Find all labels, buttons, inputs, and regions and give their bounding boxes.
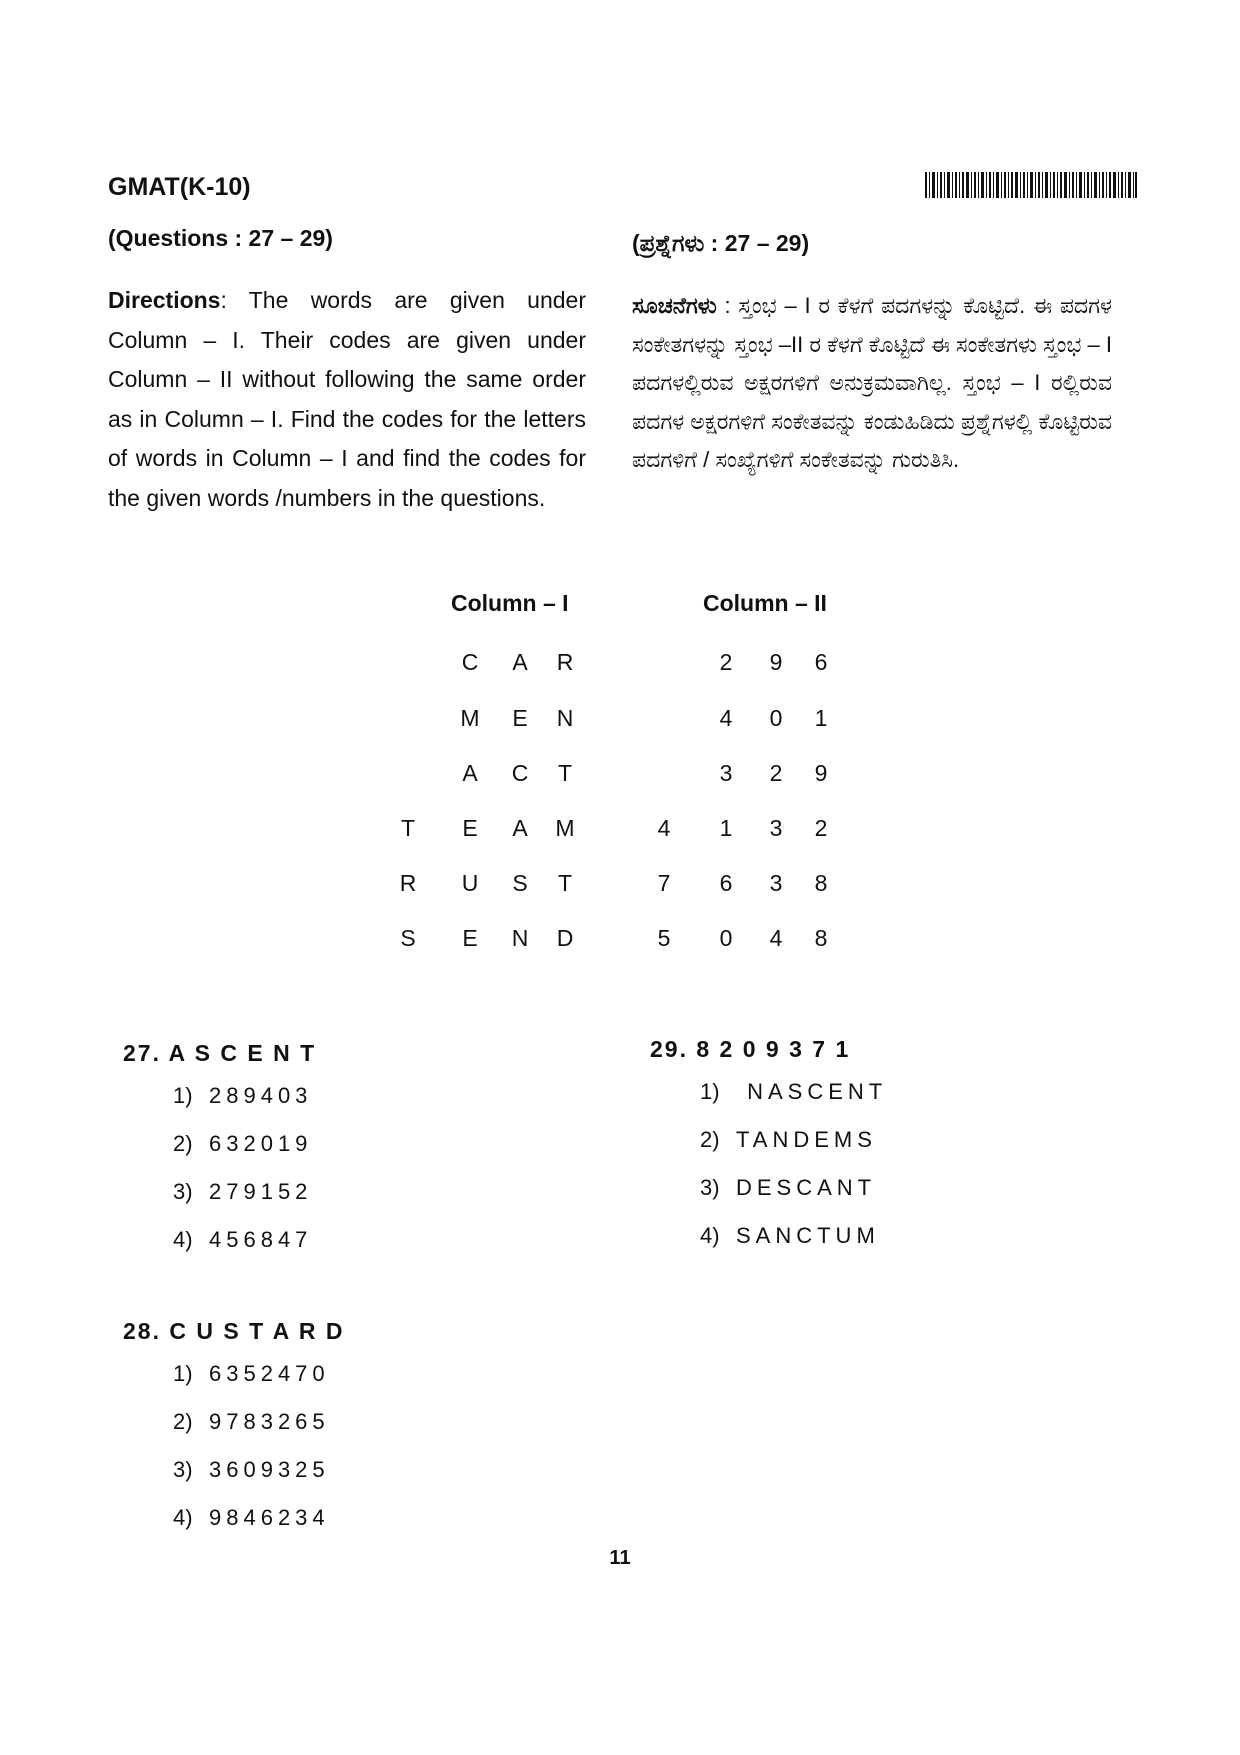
code-digit: 4 xyxy=(657,815,671,841)
word-letter: T xyxy=(400,815,416,841)
code-digit: 0 xyxy=(719,925,733,951)
directions-label-english: Directions xyxy=(108,287,221,313)
code-digit: 4 xyxy=(769,925,783,951)
code-digit: 8 xyxy=(814,925,828,951)
word-letter: N xyxy=(511,925,529,951)
option-item[interactable] xyxy=(173,1409,330,1457)
option-number: 1) xyxy=(173,1083,193,1108)
option-item[interactable] xyxy=(173,1227,312,1275)
word-letter: R xyxy=(556,649,574,675)
directions-english xyxy=(108,281,586,518)
option-value: 289403 xyxy=(209,1083,313,1108)
option-value: 3609325 xyxy=(209,1457,330,1482)
code-digit: 3 xyxy=(769,870,783,896)
code-digit: 5 xyxy=(657,925,671,951)
option-item[interactable] xyxy=(173,1457,330,1505)
option-number: 4) xyxy=(173,1505,193,1530)
word-letter: R xyxy=(399,870,417,896)
option-item[interactable] xyxy=(173,1179,312,1227)
code-digit: 4 xyxy=(719,705,733,731)
option-number: 4) xyxy=(173,1227,193,1252)
page-number: 11 xyxy=(609,1547,631,1569)
option-item[interactable] xyxy=(700,1079,887,1127)
questions-range-kannada: (ಪ್ರಶ್ನೆಗಳು : 27 – 29) xyxy=(632,230,810,256)
question-27-options xyxy=(173,1083,312,1275)
directions-text-english: : The words are given under Column – I. Their codes are given under Column – II without following the same order as in Column – I. Find the codes for the letters of words in Column – I and find the codes for the given words /numbers in the questions. xyxy=(108,287,586,511)
option-value: DESCANT xyxy=(736,1175,877,1200)
code-digit: 6 xyxy=(814,649,828,675)
option-value: 9783265 xyxy=(209,1409,330,1434)
option-value: 279152 xyxy=(209,1179,313,1204)
option-item[interactable] xyxy=(173,1361,330,1409)
word-letter: T xyxy=(557,870,573,896)
option-number: 2) xyxy=(173,1131,193,1156)
word-letter: D xyxy=(556,925,574,951)
code-digit: 6 xyxy=(719,870,733,896)
word-letter: C xyxy=(511,760,529,786)
code-digit: 2 xyxy=(814,815,828,841)
option-value: 6352470 xyxy=(209,1361,330,1386)
code-digit: 2 xyxy=(719,649,733,675)
question-28-title: 28. C U S T A R D xyxy=(123,1318,345,1344)
barcode-icon xyxy=(925,172,1137,198)
exam-code: GMAT(K-10) xyxy=(108,173,251,201)
option-value: TANDEMS xyxy=(736,1127,877,1152)
option-number: 2) xyxy=(700,1127,720,1152)
column-1-header: Column – I xyxy=(451,590,569,616)
option-value: 456847 xyxy=(209,1227,313,1252)
word-letter: E xyxy=(462,815,478,841)
word-letter: E xyxy=(462,925,478,951)
question-27-title: 27. A S C E N T xyxy=(123,1040,317,1066)
option-item[interactable] xyxy=(700,1223,887,1271)
option-value: NASCENT xyxy=(736,1079,888,1104)
option-number: 4) xyxy=(700,1223,720,1248)
word-letter: U xyxy=(461,870,479,896)
word-letter: C xyxy=(461,649,479,675)
word-letter: T xyxy=(557,760,573,786)
code-digit: 7 xyxy=(657,870,671,896)
directions-text-kannada: : ಸ್ತಂಭ – I ರ ಕೆಳಗೆ ಪದಗಳನ್ನು ಕೊಟ್ಟಿದೆ. ಈ ಪದಗಳ ಸಂಕೇತಗಳನ್ನು ಸ್ತಂಭ –II ರ ಕೆಳಗೆ ಕೊಟ್ಟಿದೆ ಈ ಸಂಕೇತಗಳು ಸ್ತಂಭ – I ಪದಗಳಲ್ಲಿರುವ ಅಕ್ಷರಗಳಿಗೆ ಅನುಕ್ರಮವಾಗಿಲ್ಲ. ಸ್ತಂಭ – I ರಲ್ಲಿರುವ ಪದಗಳ ಅಕ್ಷರಗಳಿಗೆ ಸಂಕೇತವನ್ನು ಕಂಡುಹಿಡಿದು ಪ್ರಶ್ನೆಗಳಲ್ಲಿ ಕೊಟ್ಟಿರುವ ಪದಗಳಿಗೆ / ಸಂಖ್ಯೆಗಳಿಗೆ ಸಂಕೇತವನ್ನು ಗುರುತಿಸಿ. xyxy=(632,293,1112,472)
question-29-title: 29. 8 2 0 9 3 7 1 xyxy=(650,1036,851,1062)
option-item[interactable] xyxy=(700,1127,887,1175)
questions-range-english: (Questions : 27 – 29) xyxy=(108,225,333,251)
option-item[interactable] xyxy=(173,1083,312,1131)
option-number: 2) xyxy=(173,1409,193,1434)
word-letter: E xyxy=(512,705,528,731)
option-item[interactable] xyxy=(173,1131,312,1179)
word-letter: S xyxy=(512,870,528,896)
option-item[interactable] xyxy=(173,1505,330,1553)
code-digit: 8 xyxy=(814,870,828,896)
option-item[interactable] xyxy=(700,1175,887,1223)
question-29-options xyxy=(700,1079,887,1271)
option-value: 9846234 xyxy=(209,1505,330,1530)
code-digit: 9 xyxy=(814,760,828,786)
word-letter: M xyxy=(555,815,575,841)
option-value: SANCTUM xyxy=(736,1223,880,1248)
code-digit: 2 xyxy=(769,760,783,786)
question-28-options xyxy=(173,1361,330,1553)
option-number: 3) xyxy=(173,1179,193,1204)
code-digit: 1 xyxy=(719,815,733,841)
word-letter: S xyxy=(400,925,416,951)
option-number: 1) xyxy=(173,1361,193,1386)
word-letter: M xyxy=(460,705,480,731)
option-number: 1) xyxy=(700,1079,720,1104)
code-digit: 9 xyxy=(769,649,783,675)
word-letter: A xyxy=(462,760,478,786)
code-digit: 1 xyxy=(814,705,828,731)
column-2-header: Column – II xyxy=(703,590,827,616)
option-number: 3) xyxy=(173,1457,193,1482)
option-value: 632019 xyxy=(209,1131,313,1156)
word-letter: A xyxy=(512,815,528,841)
directions-label-kannada: ಸೂಚನೆಗಳು xyxy=(632,293,717,318)
option-number: 3) xyxy=(700,1175,720,1200)
code-digit: 0 xyxy=(769,705,783,731)
word-letter: N xyxy=(556,705,574,731)
code-digit: 3 xyxy=(719,760,733,786)
code-digit: 3 xyxy=(769,815,783,841)
directions-kannada xyxy=(632,287,1112,480)
word-letter: A xyxy=(512,649,528,675)
